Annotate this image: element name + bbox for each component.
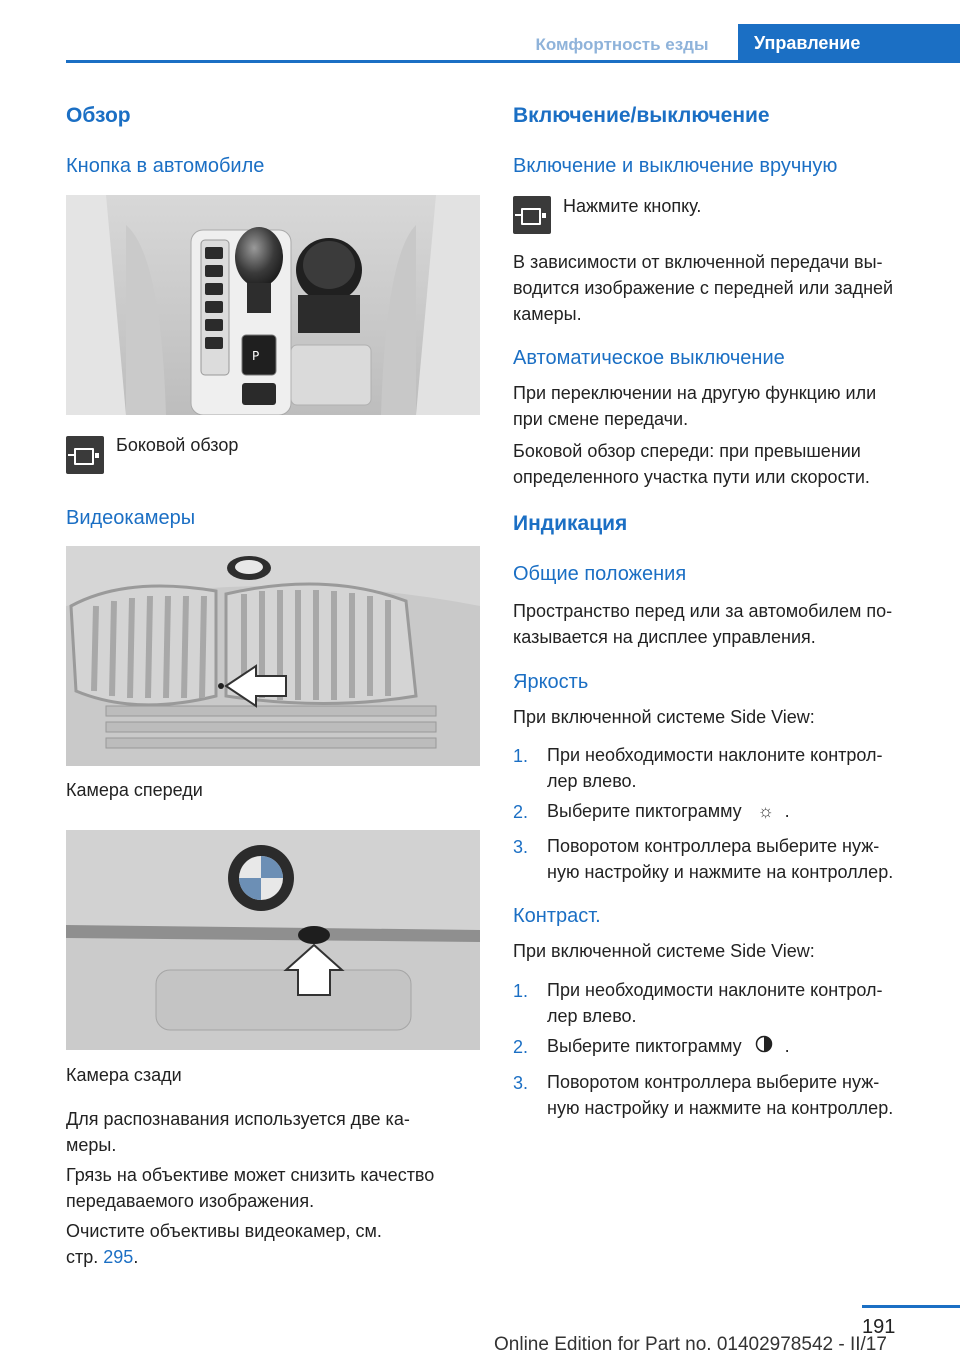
edition-footer: Online Edition for Part no. 01402978542 - II/17 [494, 1334, 887, 1355]
header-rule [66, 60, 960, 63]
contrast-step-2-text: Выберите пиктограмму [547, 1036, 742, 1056]
contrast-intro: При включенной системе Side View: [513, 941, 815, 961]
header-chapter-tab[interactable]: Управление [738, 24, 960, 63]
heading-button-in-car: Кнопка в автомобиле [66, 155, 265, 177]
press-button-text: Нажмите кнопку. [563, 196, 702, 216]
cameras-paragraph-2-line-1: Грязь на объективе может снизить качество [66, 1165, 435, 1185]
heading-contrast: Контраст. [513, 905, 601, 927]
front-camera-photo [66, 546, 480, 766]
heading-general: Общие положения [513, 563, 687, 585]
contrast-step-3-number: 3. [513, 1073, 529, 1093]
contrast-step-1-line-2: лер влево. [547, 1006, 637, 1026]
cameras-paragraph-1-line-2: меры. [66, 1135, 117, 1155]
brightness-sun-icon: ☼ [757, 801, 774, 821]
manual-line-1: В зависимости от включенной передачи вы‐ [513, 252, 883, 272]
contrast-half-circle-icon [755, 1033, 777, 1061]
general-line-2: казывается на дисплее управления. [513, 627, 816, 647]
brightness-step-3-line-2: ную настройку и нажмите на контроллер. [547, 862, 894, 882]
brightness-step-2-number: 2. [513, 802, 529, 822]
contrast-step-2-line-1 [547, 1032, 790, 1061]
auto2-line-1: Боковой обзор спереди: при превышении [513, 441, 861, 461]
contrast-step-1-line-1: При необходимости наклоните контрол‐ [547, 980, 883, 1000]
manual-line-2: водится изображение с передней или задней [513, 278, 894, 298]
side-view-button-icon [66, 436, 104, 474]
heading-overview: Обзор [66, 104, 131, 127]
brightness-intro: При включенной системе Side View: [513, 707, 815, 727]
contrast-step-2-period: . [784, 1036, 790, 1056]
brightness-step-3-line-1: Поворотом контроллера выберите нуж‐ [547, 836, 880, 856]
contrast-step-1-number: 1. [513, 981, 529, 1001]
side-view-label: Боковой обзор [116, 435, 239, 455]
page-ref-suffix: . [133, 1247, 139, 1267]
brightness-step-2-text: Выберите пиктограмму [547, 801, 742, 821]
general-line-1: Пространство перед или за автомобилем по‐ [513, 601, 893, 621]
contrast-step-3-line-1: Поворотом контроллера выберите нуж‐ [547, 1072, 880, 1092]
auto2-line-2: определенного участка пути или скорости. [513, 467, 870, 487]
heading-on-off: Включение/выключение [513, 104, 770, 127]
contrast-step-2-number: 2. [513, 1037, 529, 1057]
side-view-button-icon-2 [513, 196, 551, 234]
cameras-paragraph-3-line-2 [66, 1243, 138, 1271]
heading-auto-off: Автоматическое выключение [513, 347, 785, 369]
heading-brightness: Яркость [513, 671, 589, 693]
brightness-step-3-number: 3. [513, 837, 529, 857]
page-link-295[interactable]: 295 [103, 1247, 134, 1267]
svg-text:P: P [252, 349, 260, 363]
cameras-paragraph-3-line-1: Очистите объективы видеокамер, см. [66, 1221, 382, 1241]
heading-display: Индикация [513, 512, 628, 535]
heading-cameras: Видеокамеры [66, 507, 196, 529]
cameras-paragraph-2-line-2: передаваемого изображения. [66, 1191, 315, 1211]
auto-line-2: при смене передачи. [513, 409, 689, 429]
page-ref-prefix: стр. [66, 1247, 99, 1267]
auto-line-1: При переключении на другую функцию или [513, 383, 877, 403]
front-camera-caption: Камера спереди [66, 780, 203, 800]
heading-manual: Включение и выключение вручную [513, 155, 838, 177]
rear-camera-photo [66, 830, 480, 1050]
header-section-tab[interactable]: Комфортность езды [535, 35, 709, 54]
center-console-photo [66, 195, 480, 415]
footer-rule [862, 1305, 960, 1308]
contrast-step-3-line-2: ную настройку и нажмите на контроллер. [547, 1098, 894, 1118]
manual-line-3: камеры. [513, 304, 582, 324]
rear-camera-caption: Камера сзади [66, 1065, 182, 1085]
brightness-step-2-line-1 [547, 797, 790, 825]
brightness-step-1-line-1: При необходимости наклоните контрол‐ [547, 745, 883, 765]
brightness-step-1-line-2: лер влево. [547, 771, 637, 791]
page-number: 191 [862, 1316, 896, 1338]
brightness-step-1-number: 1. [513, 746, 529, 766]
brightness-step-2-period: . [784, 801, 790, 821]
cameras-paragraph-1-line-1: Для распознавания используется две ка‐ [66, 1109, 410, 1129]
